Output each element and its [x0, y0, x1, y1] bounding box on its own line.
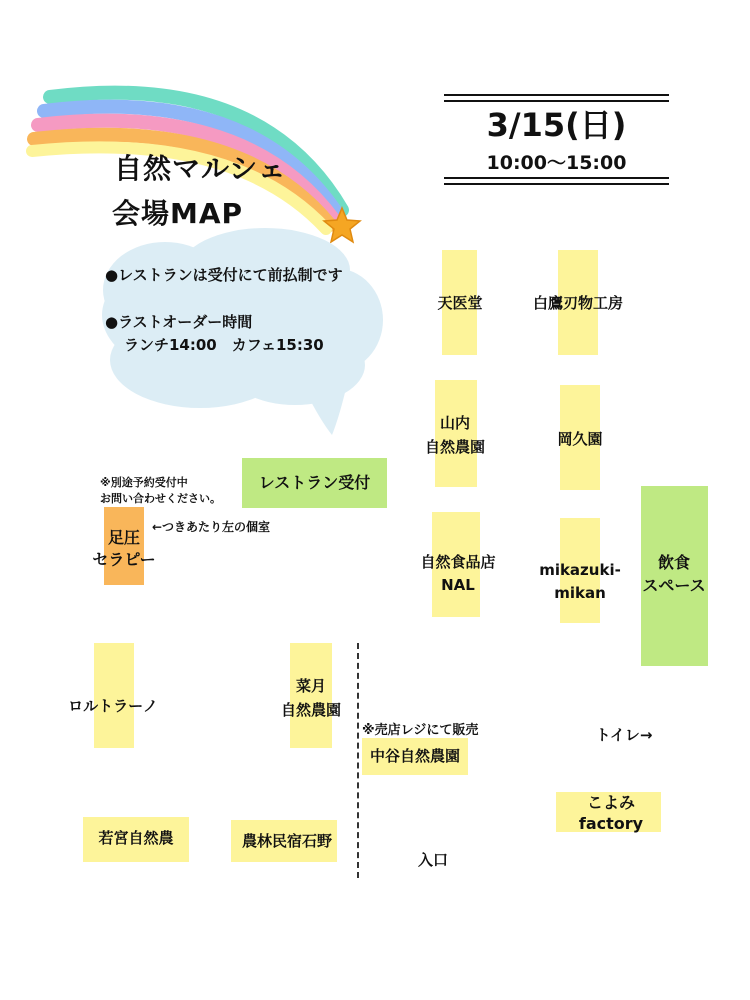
label-koyomi-1: こよみ: [586, 793, 635, 812]
note-reservation-1: ※別途予約受付中: [100, 476, 188, 489]
info-prepay: ●レストランは受付にて前払制です: [105, 266, 343, 284]
date-rule-bottom: [444, 177, 669, 179]
label-restaurant: レストラン受付: [258, 473, 371, 492]
label-food-2: スペース: [642, 576, 706, 595]
label-nakaya: 中谷自然農園: [369, 747, 460, 765]
label-nal-2: NAL: [441, 576, 475, 594]
label-natsuki-2: 自然農園: [280, 701, 341, 719]
event-date: 3/15(日): [486, 106, 627, 144]
date-rule-top: [444, 94, 669, 96]
label-norin: 農林民宿石野: [241, 832, 332, 850]
speech-bubble: [90, 225, 390, 440]
label-hakuyo: 白鷹刃物工房: [532, 294, 623, 312]
note-reservation-2: お問い合わせください。: [100, 492, 221, 505]
label-okyuen: 岡久園: [557, 430, 603, 448]
map-title-line2: 会場MAP: [112, 197, 244, 230]
label-nal-1: 自然食品店: [420, 553, 496, 571]
label-food-1: 飲食: [657, 553, 690, 572]
dashed-divider: [357, 643, 359, 878]
map-title-line1: 自然マルシェ: [114, 152, 287, 185]
event-time: 10:00〜15:00: [486, 152, 627, 174]
date-rule-bottom2: [444, 183, 669, 185]
label-koyomi-2: factory: [578, 814, 644, 833]
label-ashiatsu-1: 足圧: [107, 528, 140, 547]
label-entrance: 入口: [417, 851, 448, 869]
label-roltorano: ロルトラーノ: [68, 697, 158, 715]
label-natsuki-1: 菜月: [295, 677, 326, 695]
date-rule-top2: [444, 100, 669, 102]
label-yamauchi-1: 山内: [439, 414, 470, 432]
label-mikazuki-1: mikazuki-: [539, 561, 621, 579]
note-register: ※売店レジにて販売: [362, 723, 479, 738]
info-last-order-times: ランチ14:00 カフェ15:30: [124, 336, 324, 354]
label-tenito: 天医堂: [437, 294, 483, 312]
label-toilet: トイレ→: [595, 726, 653, 744]
label-yamauchi-2: 自然農園: [424, 438, 485, 456]
info-last-order: ●ラストオーダー時間: [105, 313, 253, 331]
note-private-room: ←つきあたり左の個室: [152, 520, 271, 534]
label-wakamiya: 若宮自然農: [98, 829, 174, 847]
label-mikazuki-2: mikan: [554, 584, 606, 602]
label-ashiatsu-2: セラピー: [92, 550, 156, 569]
